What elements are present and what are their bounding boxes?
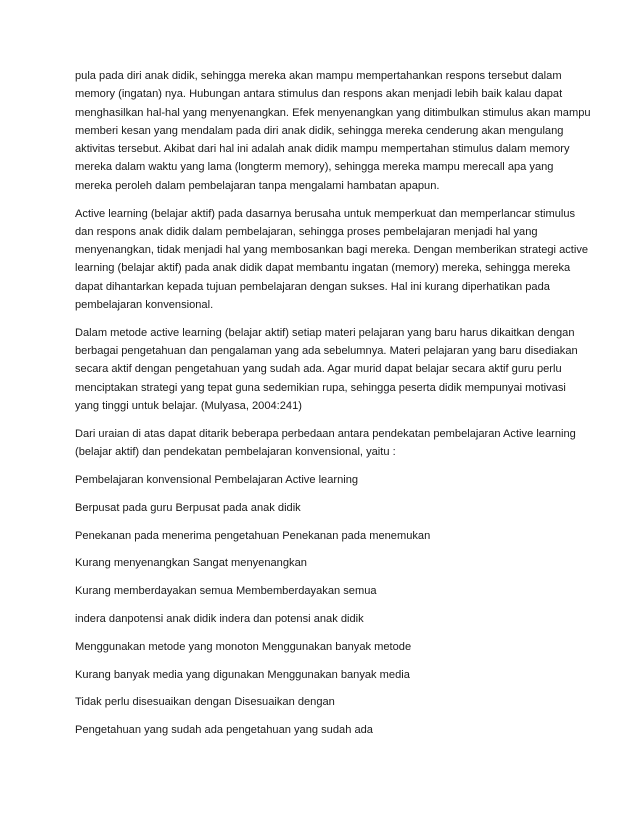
text-line: learning (belajar aktif) pada anak didik dapat membantu ingatan (memory) mereka, sehingga mereka — [75, 262, 571, 275]
comparison-row: Pengetahuan yang sudah ada pengetahuan yang sudah ada — [75, 724, 373, 737]
text-line: memory (ingatan) nya. Hubungan antara stimulus dan respons akan menjadi lebih baik kalau dapat — [75, 88, 563, 101]
paragraph-comparison-intro — [75, 425, 576, 462]
comparison-row: Berpusat pada guru Berpusat pada anak didik — [75, 501, 301, 514]
text-line: pula pada diri anak didik, sehingga mereka akan mampu mempertahankan respons tersebut dalam — [75, 70, 562, 82]
text-line: aktivitas tersebut. Akibat dari hal ini adalah anak didik mampu mempertahan stimulus dalam memory — [75, 143, 570, 156]
paragraph-active-learning — [75, 205, 589, 315]
text-line: dapat dihantarkan kepada tujuan pembelajaran dengan sukses. Hal ini kurang diperhatikan pada — [75, 280, 550, 293]
text-line: mereka dalam waktu yang lama (longterm memory), sehingga mereka mampu merecall apa yang — [75, 161, 554, 174]
text-line: mereka peroleh dalam pembelajaran tanpa mengalami hambatan apapun. — [75, 179, 440, 192]
comparison-row: Penekanan pada menerima pengetahuan Penekanan pada menemukan — [75, 529, 431, 542]
text-line: (belajar aktif) dan pendekatan pembelajaran konvensional, yaitu : — [75, 446, 396, 459]
text-line: Dari uraian di atas dapat ditarik beberapa perbedaan antara pendekatan pembelajaran Active learning — [75, 427, 576, 440]
text-line: secara aktif dengan pengetahuan yang sudah ada. Agar murid dapat belajar secara aktif guru perlu — [75, 363, 562, 376]
paragraph-active-learning-method — [75, 324, 578, 415]
comparison-row: Kurang menyenangkan Sangat menyenangkan — [75, 557, 307, 570]
text-line: memberi kesan yang mendalam pada diri anak didik, sehingga mereka cenderung akan mengulang — [75, 124, 564, 137]
comparison-header-row: Pembelajaran konvensional Pembelajaran Active learning — [75, 473, 359, 486]
text-line: menghasilkan hal-hal yang menyenangkan. Efek menyenangkan yang ditimbulkan stimulus akan mampu — [75, 106, 591, 119]
text-line: Dalam metode active learning (belajar aktif) setiap materi pelajaran yang baru harus dikaitkan dengan — [75, 326, 575, 339]
text-line: berbagai pengetahuan dan pengalaman yang ada sebelumnya. Materi pelajaran yang baru disediakan — [75, 345, 578, 358]
comparison-row: indera danpotensi anak didik indera dan potensi anak didik — [75, 612, 364, 625]
text-line: menyenangkan, tidak menjadi hal yang membosankan bagi mereka. Dengan memberikan strategi active — [75, 244, 589, 257]
text-line: menciptakan strategi yang tepat guna sedemikian rupa, sehingga peserta didik mempunyai motivasi — [75, 381, 566, 394]
comparison-list — [75, 471, 571, 739]
document-body — [75, 67, 591, 749]
comparison-row: Menggunakan metode yang monoton Menggunakan banyak metode — [75, 640, 412, 653]
comparison-row: Kurang memberdayakan semua Membemberdayakan semua — [75, 585, 377, 598]
text-line: pembelajaran konvensional. — [75, 299, 214, 312]
text-line: dan respons anak didik dalam pembelajaran, sehingga proses pembelajaran menjadi hal yang — [75, 225, 538, 238]
text-line: Active learning (belajar aktif) pada dasarnya berusaha untuk memperkuat dan memperlancar stimulus — [75, 207, 576, 220]
comparison-row: Tidak perlu disesuaikan dengan Disesuaikan dengan — [75, 696, 335, 709]
text-line: yang tinggi untuk belajar. (Mulyasa, 2004:241) — [75, 400, 302, 413]
comparison-row: Kurang banyak media yang digunakan Menggunakan banyak media — [75, 668, 410, 681]
paragraph-stimulus-response — [75, 67, 591, 195]
